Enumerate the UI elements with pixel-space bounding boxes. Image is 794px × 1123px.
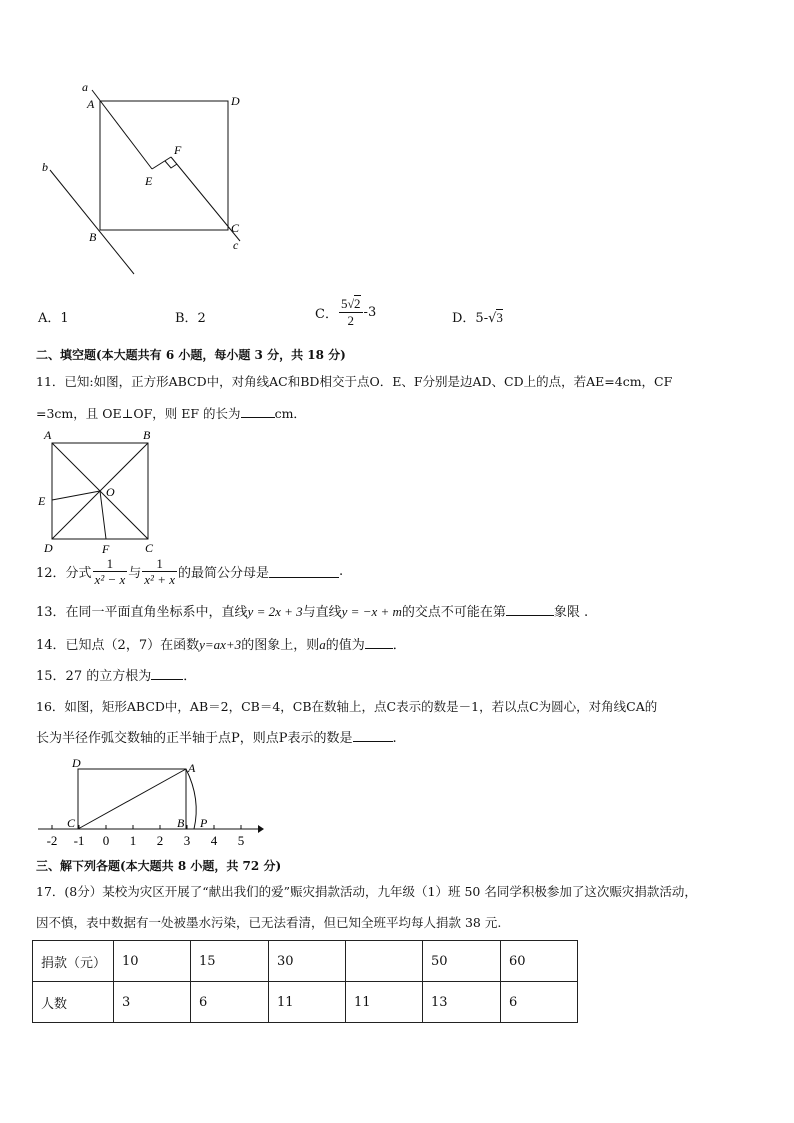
label-A: A [87,97,95,111]
table-cell: 60 [501,941,578,982]
q11-label-C: C [145,541,154,555]
line-a-segment-ae [92,90,152,169]
option-c-suffix: -3 [363,304,377,320]
option-a: A．1 [38,311,69,326]
table-cell: 11 [269,982,346,1023]
segment-ef [152,157,171,169]
table-cell: 6 [191,982,269,1023]
table-row-count [33,982,578,1023]
table-cell: 15 [191,941,269,982]
q13 [36,603,588,622]
tick-label: 5 [237,833,245,848]
label-c: c [233,238,239,252]
square-abcd [100,101,228,230]
tick-label: 4 [210,833,218,848]
q11-label-E: E [38,494,46,508]
table-cell: 11 [346,982,423,1023]
q12-fraction-2 [142,556,177,587]
q11-line2-text: =3cm，且 OE⊥OF，则 EF 的长为 [36,406,241,421]
option-c-fraction: $\frac{5√2}{2}$ [340,296,361,328]
diagonal-ca [78,769,186,829]
q14-suffix: 的值为 [325,638,365,653]
q12-f2-num: 1 [142,556,177,572]
q14-mid: 的图象上，则 [241,638,320,653]
q12-fraction-1 [93,556,128,587]
figure-square-parallel-lines [30,75,260,285]
q17-line1: 17．(8分）某校为灾区开展了“献出我们的爱”赈灾捐款活动，九年级（1）班 50 名同学积极参加了这次赈灾捐款活动， [36,884,697,899]
q14-end: ． [392,638,406,653]
q12-mid: 与 [128,566,142,581]
tick-label: 2 [156,833,164,848]
option-c-den: 2 [347,313,354,328]
q16-end: . [392,731,397,746]
option-c-num: 5 [340,296,348,311]
q12-f1-den: x² − x [94,572,126,587]
table-cell-stained [346,941,423,982]
q11-line2 [36,405,306,423]
q13-eq2: y = −x + m [341,604,402,619]
q16-line1: 16．如图，矩形ABCD中，AB＝2，CB＝4，CB在数轴上，点C表示的数是－1，若以点C为圆心，对角线CA的 [36,699,658,714]
tick-group [47,825,245,848]
q13-eq1: y = 2x + 3 [247,604,303,619]
donation-table [32,940,578,1023]
table-cell: 人数 [33,982,114,1023]
section-2-heading: 二、填空题(本大题共有 6 小题，每小题 3 分，共 18 分) [36,348,346,362]
arc-ap [186,769,196,829]
q11-line2-unit: cm． [274,406,306,421]
q16-label-B: B [177,816,185,830]
q12-suffix: 的最简公分母是 [178,566,270,581]
tick-label: 3 [183,833,191,848]
q11-label-F: F [102,542,110,556]
q11-label-O: O [106,485,115,499]
label-C: C [231,221,240,235]
table-cell: 10 [114,941,191,982]
q16-line2 [36,729,397,748]
q11-label-A: A [44,428,52,442]
q16-label-C: C [67,816,76,830]
q16-label-A: A [188,761,196,775]
q12 [36,556,343,587]
figure-number-line [30,757,270,852]
tick-label: 0 [102,833,110,848]
table-row-amount [33,941,578,982]
q13-end: 象限 . [553,605,589,620]
label-F: F [174,143,182,157]
q14-var: a [319,637,326,652]
q13-answer-blank[interactable] [506,603,554,616]
label-E: E [145,174,153,188]
q16-label-D: D [72,757,81,770]
option-c [315,296,376,328]
line-c-segment-fc [171,157,240,241]
label-D: D [231,94,240,108]
q12-end: . [339,564,344,579]
line-b [50,170,134,274]
option-b: B．2 [175,311,206,326]
table-cell: 捐款（元） [33,941,114,982]
option-d-rad: 3 [496,310,503,325]
table-cell: 3 [114,982,191,1023]
table-cell: 30 [269,941,346,982]
q15-text: 15．27 的立方根为 [36,669,152,684]
q12-f1-num: 1 [93,556,128,572]
q13-mid: 与直线 [302,605,342,620]
q16-answer-blank[interactable] [353,729,393,742]
label-a: a [82,80,88,94]
option-c-rad: 2 [354,296,361,311]
option-d-prefix: D．5- [452,311,489,326]
tick-label: -1 [73,833,85,848]
q12-prefix: 12．分式 [36,566,92,581]
axis-arrow [258,825,264,833]
section-3-heading: 三、解下列各题(本大题共 8 小题，共 72 分) [36,859,282,873]
tick-label: 1 [129,833,137,848]
table-cell: 50 [423,941,501,982]
table-cell: 6 [501,982,578,1023]
q12-answer-blank[interactable] [269,565,339,578]
q14 [36,636,406,655]
q11-label-B: B [143,428,151,442]
option-c-prefix: C． [315,306,338,322]
q15-answer-blank[interactable] [151,667,183,680]
q14-answer-blank[interactable] [365,636,393,649]
tick-label: -2 [46,833,58,848]
q16-line2-text: 长为半径作弧交数轴的正半轴于点P，则点P表示的数是 [36,731,353,746]
q11-label-D: D [44,541,53,555]
q15-end: ． [183,669,197,684]
q11-answer-blank[interactable] [241,405,275,418]
q12-f2-den: x² + x [144,572,175,587]
q16-label-P: P [200,816,208,830]
table-cell: 13 [423,982,501,1023]
q15 [36,667,196,686]
label-B: B [89,230,97,244]
figure-square-diagonals [34,428,169,558]
option-d: D．5-√3 [452,310,503,326]
q14-prefix: 14．已知点（2，7）在函数 [36,638,200,653]
q13-prefix: 13．在同一平面直角坐标系中，直线 [36,605,248,620]
q13-suffix: 的交点不可能在第 [401,605,506,620]
q14-eq: y=ax+3 [199,637,242,652]
q17-line2: 因不慎，表中数据有一处被墨水污染，已无法看清，但已知全班平均每人捐款 38 元. [36,915,502,930]
q11-line1: 11．已知:如图，正方形ABCD中，对角线AC和BD相交于点O．E、F分别是边AD、CD上的点，若AE=4cm，CF [36,374,673,389]
label-b: b [42,160,48,174]
